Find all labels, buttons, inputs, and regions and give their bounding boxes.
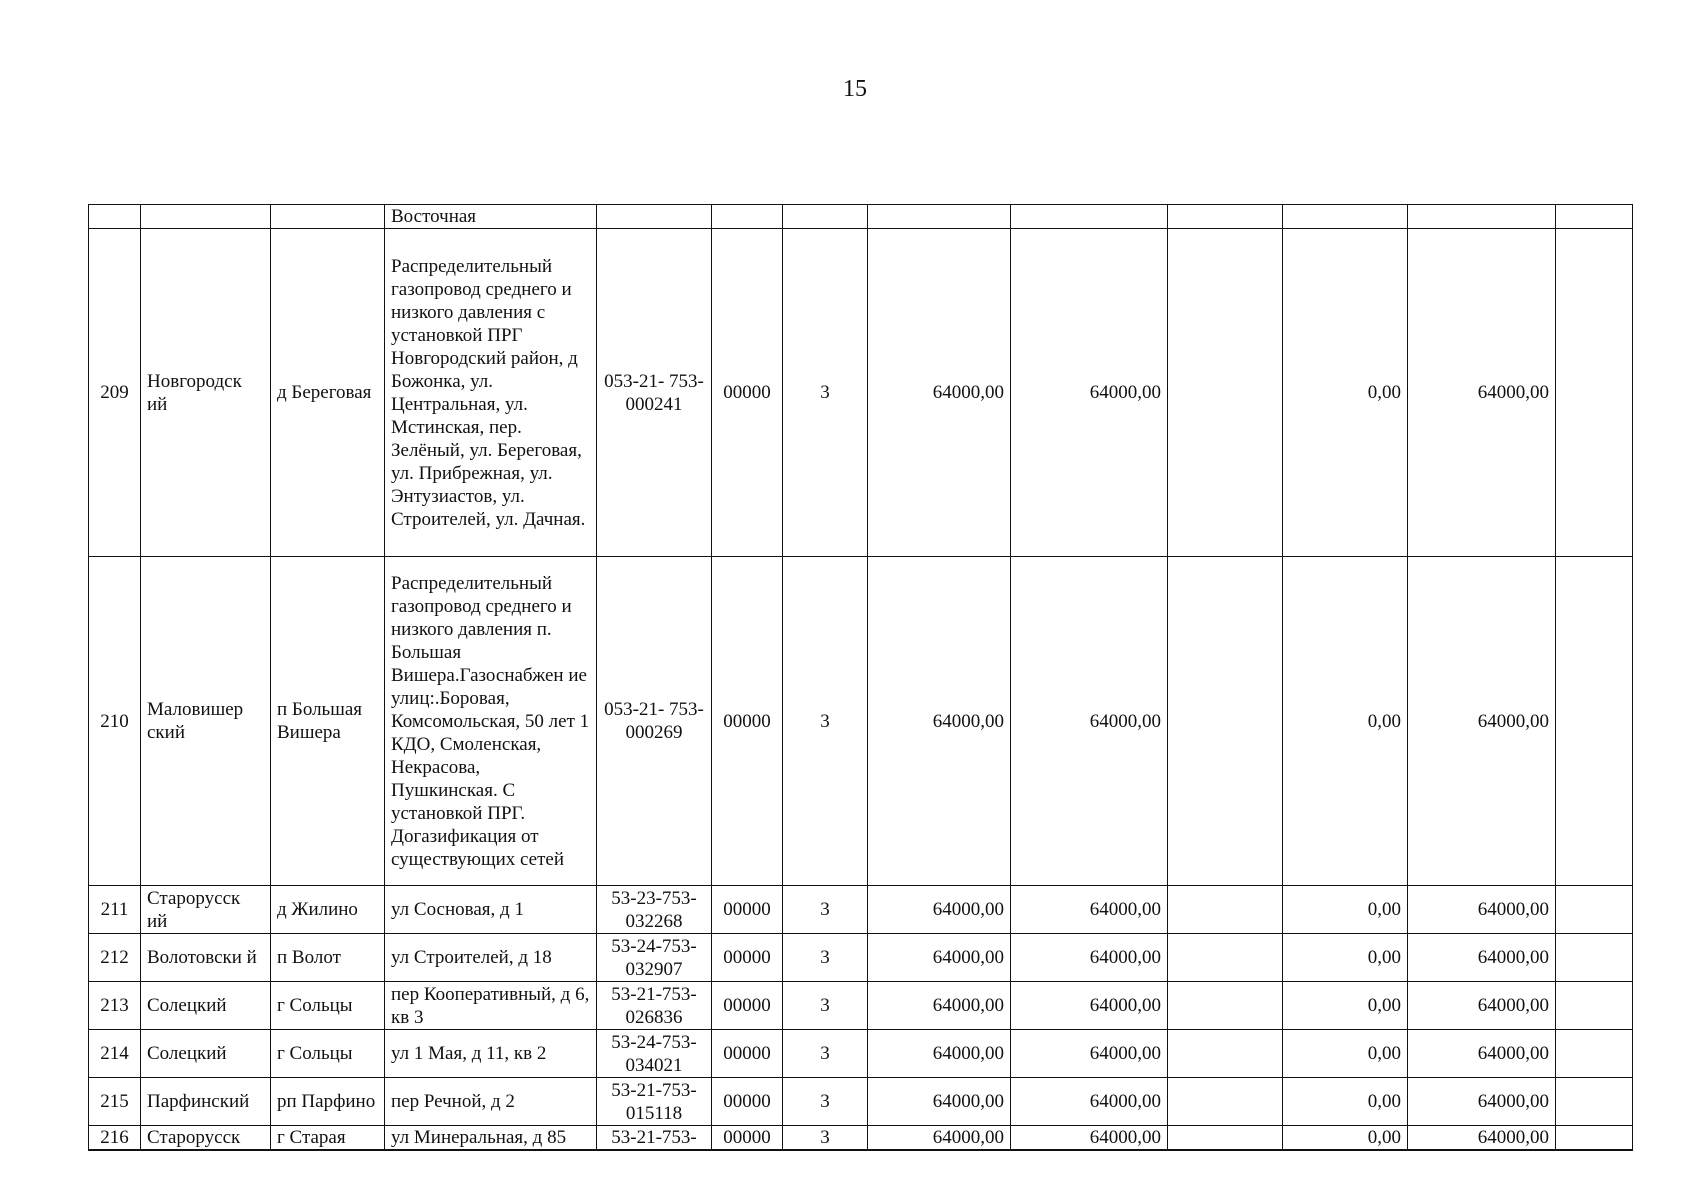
cell-amount3	[1168, 934, 1283, 982]
cell-description: пер Речной, д 2	[385, 1078, 597, 1126]
cell-grade	[783, 205, 868, 229]
cell-no	[89, 205, 141, 229]
cell-amount5: 64000,00	[1408, 1030, 1556, 1078]
cell-description: Распределительный газопровод среднего и низкого давления с установкой ПРГ Новгородский район, д Божонка, ул. Центральная, ул. Мстинская, пер. Зелёный, ул. Береговая, ул. Прибрежная, ул. Энтузиастов, ул. Строителей, ул. Дачная.	[385, 229, 597, 557]
cell-amount3	[1168, 1078, 1283, 1126]
table-row	[89, 557, 1633, 886]
cell-code: 053-21- 753- 000241	[597, 229, 712, 557]
cell-no: 213	[89, 982, 141, 1030]
cell-amount2: 64000,00	[1011, 886, 1168, 934]
cell-grade: 3	[783, 982, 868, 1030]
cell-grade: 3	[783, 934, 868, 982]
cell-extra	[1556, 982, 1633, 1030]
cell-amount4: 0,00	[1283, 886, 1408, 934]
cell-code: 53-24-753- 034021	[597, 1030, 712, 1078]
cell-locality: рп Парфино	[271, 1078, 385, 1126]
cell-amount5: 64000,00	[1408, 934, 1556, 982]
cell-grade: 3	[783, 886, 868, 934]
cell-locality: д Жилино	[271, 886, 385, 934]
cell-amount2: 64000,00	[1011, 1078, 1168, 1126]
cell-description: пер Кооперативный, д 6, кв 3	[385, 982, 597, 1030]
cell-code	[597, 205, 712, 229]
cell-description: Распределительный газопровод среднего и низкого давления п. Большая Вишера.Газоснабжен ие улиц:.Боровая, Комсомольская, 50 лет 1 КДО, Смоленская, Некрасова, Пушкинская. С установкой ПРГ. Догазификация от существующих сетей	[385, 557, 597, 886]
table-row	[89, 1030, 1633, 1078]
cell-district: Парфинский	[141, 1078, 271, 1126]
cell-extra	[1556, 886, 1633, 934]
cell-no: 210	[89, 557, 141, 886]
cell-amount4: 0,00	[1283, 557, 1408, 886]
cell-type: 00000	[712, 1126, 783, 1151]
cell-type: 00000	[712, 1078, 783, 1126]
cell-district: Солецкий	[141, 1030, 271, 1078]
cell-amount4: 0,00	[1283, 229, 1408, 557]
cell-type: 00000	[712, 886, 783, 934]
table-body	[89, 205, 1633, 1151]
cell-amount5: 64000,00	[1408, 886, 1556, 934]
cell-extra	[1556, 1078, 1633, 1126]
cell-district: Старорусск ий	[141, 886, 271, 934]
cell-grade: 3	[783, 1030, 868, 1078]
cell-amount5	[1408, 205, 1556, 229]
cell-code: 53-21-753- 026836	[597, 982, 712, 1030]
cell-amount3	[1168, 1030, 1283, 1078]
cell-amount4: 0,00	[1283, 934, 1408, 982]
cell-amount4: 0,00	[1283, 1126, 1408, 1151]
cell-extra	[1556, 557, 1633, 886]
cell-code: 53-24-753- 032907	[597, 934, 712, 982]
cell-no: 209	[89, 229, 141, 557]
table-row	[89, 934, 1633, 982]
cell-district: Старорусск	[141, 1126, 271, 1151]
cell-code: 53-21-753-	[597, 1126, 712, 1151]
cell-amount4	[1283, 205, 1408, 229]
cell-locality: г Сольцы	[271, 982, 385, 1030]
cell-amount5: 64000,00	[1408, 1078, 1556, 1126]
cell-amount1: 64000,00	[868, 1126, 1011, 1151]
cell-amount2: 64000,00	[1011, 1126, 1168, 1151]
cell-description: ул Сосновая, д 1	[385, 886, 597, 934]
cell-no: 214	[89, 1030, 141, 1078]
cell-amount2: 64000,00	[1011, 557, 1168, 886]
cell-amount1: 64000,00	[868, 1078, 1011, 1126]
cell-amount1: 64000,00	[868, 982, 1011, 1030]
table-row	[89, 982, 1633, 1030]
cell-code: 53-23-753- 032268	[597, 886, 712, 934]
cell-amount4: 0,00	[1283, 1078, 1408, 1126]
cell-amount1: 64000,00	[868, 1030, 1011, 1078]
cell-grade: 3	[783, 557, 868, 886]
cell-amount2	[1011, 205, 1168, 229]
page-number: 15	[843, 76, 867, 102]
cell-type: 00000	[712, 229, 783, 557]
cell-district: Новгородск ий	[141, 229, 271, 557]
cell-amount4: 0,00	[1283, 982, 1408, 1030]
continuation-row	[89, 205, 1633, 229]
cell-locality: п Волот	[271, 934, 385, 982]
cell-amount3	[1168, 886, 1283, 934]
cell-amount3	[1168, 982, 1283, 1030]
cell-amount3	[1168, 205, 1283, 229]
cell-description: ул Строителей, д 18	[385, 934, 597, 982]
cell-extra	[1556, 1030, 1633, 1078]
cell-locality: г Сольцы	[271, 1030, 385, 1078]
cell-code: 053-21- 753- 000269	[597, 557, 712, 886]
cell-amount5: 64000,00	[1408, 229, 1556, 557]
cell-no: 216	[89, 1126, 141, 1151]
cell-description: ул 1 Мая, д 11, кв 2	[385, 1030, 597, 1078]
cell-extra	[1556, 205, 1633, 229]
cell-extra	[1556, 934, 1633, 982]
cell-locality	[271, 205, 385, 229]
cell-amount5: 64000,00	[1408, 557, 1556, 886]
cell-grade: 3	[783, 1126, 868, 1151]
cell-amount4: 0,00	[1283, 1030, 1408, 1078]
cell-amount2: 64000,00	[1011, 1030, 1168, 1078]
cell-amount1: 64000,00	[868, 557, 1011, 886]
cell-amount1	[868, 205, 1011, 229]
cell-amount2: 64000,00	[1011, 229, 1168, 557]
cell-district: Волотовски й	[141, 934, 271, 982]
data-table	[88, 204, 1633, 1151]
cell-amount3	[1168, 229, 1283, 557]
cell-amount3	[1168, 1126, 1283, 1151]
cell-district: Солецкий	[141, 982, 271, 1030]
cell-type: 00000	[712, 982, 783, 1030]
cell-extra	[1556, 1126, 1633, 1151]
table-row	[89, 886, 1633, 934]
cell-district: Маловишер ский	[141, 557, 271, 886]
cell-amount2: 64000,00	[1011, 982, 1168, 1030]
table-row	[89, 229, 1633, 557]
cell-amount1: 64000,00	[868, 934, 1011, 982]
cell-locality: д Береговая	[271, 229, 385, 557]
cell-type: 00000	[712, 934, 783, 982]
cell-grade: 3	[783, 1078, 868, 1126]
cell-description: ул Минеральная, д 85	[385, 1126, 597, 1151]
cell-amount3	[1168, 557, 1283, 886]
cell-extra	[1556, 229, 1633, 557]
cell-type: 00000	[712, 557, 783, 886]
cell-no: 212	[89, 934, 141, 982]
cell-grade: 3	[783, 229, 868, 557]
cell-locality: п Большая Вишера	[271, 557, 385, 886]
cell-description: Восточная	[385, 205, 597, 229]
cell-no: 211	[89, 886, 141, 934]
cell-locality: г Старая	[271, 1126, 385, 1151]
cell-no: 215	[89, 1078, 141, 1126]
cell-amount1: 64000,00	[868, 886, 1011, 934]
cell-amount1: 64000,00	[868, 229, 1011, 557]
cell-type: 00000	[712, 1030, 783, 1078]
cell-amount5: 64000,00	[1408, 1126, 1556, 1151]
cell-amount5: 64000,00	[1408, 982, 1556, 1030]
cell-type	[712, 205, 783, 229]
table-row	[89, 1078, 1633, 1126]
cell-amount2: 64000,00	[1011, 934, 1168, 982]
cell-code: 53-21-753- 015118	[597, 1078, 712, 1126]
cell-district	[141, 205, 271, 229]
table-row	[89, 1126, 1633, 1151]
